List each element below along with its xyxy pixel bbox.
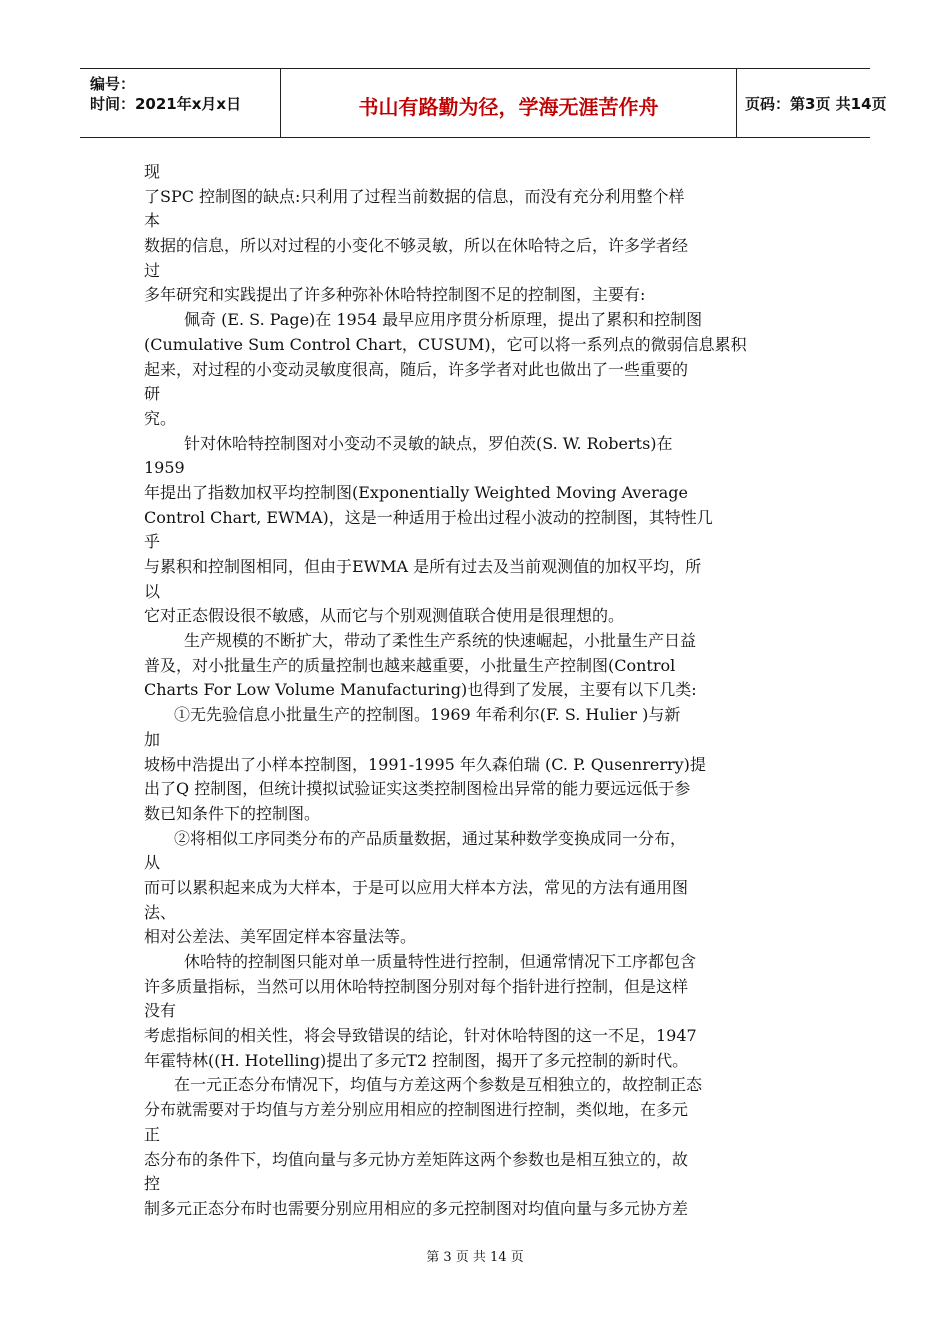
text-line: 年提出了指数加权平均控制图(Exponentially Weighted Moving Average (144, 482, 688, 502)
header-motto: 书山有路勤为径，学海无涯苦作舟 (358, 95, 659, 119)
text-line: 过 (144, 260, 161, 280)
text-line: 现 (144, 162, 161, 181)
header-motto-cell (280, 69, 737, 137)
paragraph-start-line: 休哈特的控制图只能对单一质量特性进行控制，但通常情况下工序都包含 (184, 952, 697, 971)
page-footer: 第 3 页 共 14 页 (426, 1250, 524, 1265)
text-line: 普及，对小批量生产的质量控制也越来越重要，小批量生产控制图(Control (144, 655, 676, 675)
text-line: 本 (144, 211, 161, 231)
text-line: 它对正态假设很不敏感，从而它与个别观测值联合使用是很理想的。 (144, 606, 625, 626)
document-number-label: 编号： (90, 75, 136, 93)
text-line: Control Chart, EWMA)，这是一种适用于检出过程小波动的控制图，其特性几 (144, 507, 713, 527)
text-line: 从 (144, 853, 161, 873)
text-line: 态分布的条件下，均值向量与多元协方差矩阵这两个参数也是相互独立的，故 (144, 1149, 689, 1169)
text-line: (Cumulative Sum Control Chart，CUSUM)，它可以将一系列点的微弱信息累积 (144, 334, 747, 354)
document-time-label: 时间：2021年x月x日 (90, 95, 242, 113)
text-line: 法、 (144, 902, 177, 922)
text-line: 多年研究和实践提出了许多种弥补休哈特控制图不足的控制图，主要有: (144, 285, 646, 305)
text-line: 1959 (144, 458, 185, 478)
text-line: 数据的信息，所以对过程的小变化不够灵敏，所以在休哈特之后，许多学者经 (144, 236, 689, 256)
text-line: 出了Q 控制图，但统计摸拟试验证实这类控制图检出异常的能力要远远低于参 (144, 779, 691, 799)
text-line: Charts For Low Volume Manufacturing)也得到了发展，主要有以下几类: (144, 680, 697, 700)
text-line: 许多质量指标，当然可以用休哈特控制图分别对每个指针进行控制，但是这样 (144, 976, 689, 996)
text-line: 没有 (144, 1001, 177, 1021)
paragraph-start-line: 在一元正态分布情况下，均值与方差这两个参数是互相独立的，故控制正态 (174, 1075, 703, 1095)
text-line: 以 (144, 581, 161, 601)
text-line: 正 (144, 1124, 161, 1144)
text-line: 而可以累积起来成为大样本，于是可以应用大样本方法，常见的方法有通用图 (144, 877, 689, 897)
text-line: 数已知条件下的控制图。 (144, 803, 321, 823)
list-item-line: ①无先验信息小批量生产的控制图。1969 年希利尔(F. S. Hulier )与新 (174, 705, 681, 725)
text-line: 起来，对过程的小变动灵敏度很高，随后，许多学者对此也做出了一些重要的 (144, 359, 689, 379)
text-line: 坡杨中浩提出了小样本控制图，1991-1995 年久森伯瑞 (C. P. Qusenrerry)提 (144, 754, 706, 774)
header-page-info: 页码：第3页 共14页 (745, 95, 887, 113)
page-header (80, 68, 887, 138)
text-line: 加 (144, 729, 161, 749)
header-page-cell (737, 69, 887, 137)
text-line: 了SPC 控制图的缺点:只利用了过程当前数据的信息，而没有充分利用整个样 (144, 186, 685, 206)
paragraph-start-line: 佩奇 (E. S. Page)在 1954 最早应用序贯分析原理，提出了累积和控制图 (184, 310, 703, 330)
header-meta-cell (80, 69, 280, 137)
list-item-line: ②将相似工序同类分布的产品质量数据，通过某种数学变换成同一分布， (174, 828, 687, 848)
text-line: 分布就需要对于均值与方差分别应用相应的控制图进行控制，类似地，在多元 (144, 1100, 689, 1120)
text-line: 研 (144, 384, 161, 404)
text-line: 究。 (144, 408, 177, 428)
text-line: 年霍特林((H. Hotelling)提出了多元T2 控制图，揭开了多元控制的新时代。 (144, 1050, 689, 1070)
text-line: 控 (144, 1174, 161, 1194)
text-line: 与累积和控制图相同，但由于EWMA 是所有过去及当前观测值的加权平均，所 (144, 557, 702, 576)
text-line: 乎 (144, 532, 161, 552)
text-line: 制多元正态分布时也需要分别应用相应的多元控制图对均值向量与多元协方差 (144, 1198, 689, 1218)
text-line: 相对公差法、美军固定样本容量法等。 (144, 927, 417, 947)
document-body (144, 160, 816, 1222)
paragraph-start-line: 针对休哈特控制图对小变动不灵敏的缺点，罗伯茨(S. W. Roberts)在 (184, 433, 673, 453)
text-line: 考虑指标间的相关性，将会导致错误的结论，针对休哈特图的这一不足，1947 (144, 1026, 697, 1046)
paragraph-start-line: 生产规模的不断扩大，带动了柔性生产系统的快速崛起，小批量生产日益 (184, 631, 697, 651)
